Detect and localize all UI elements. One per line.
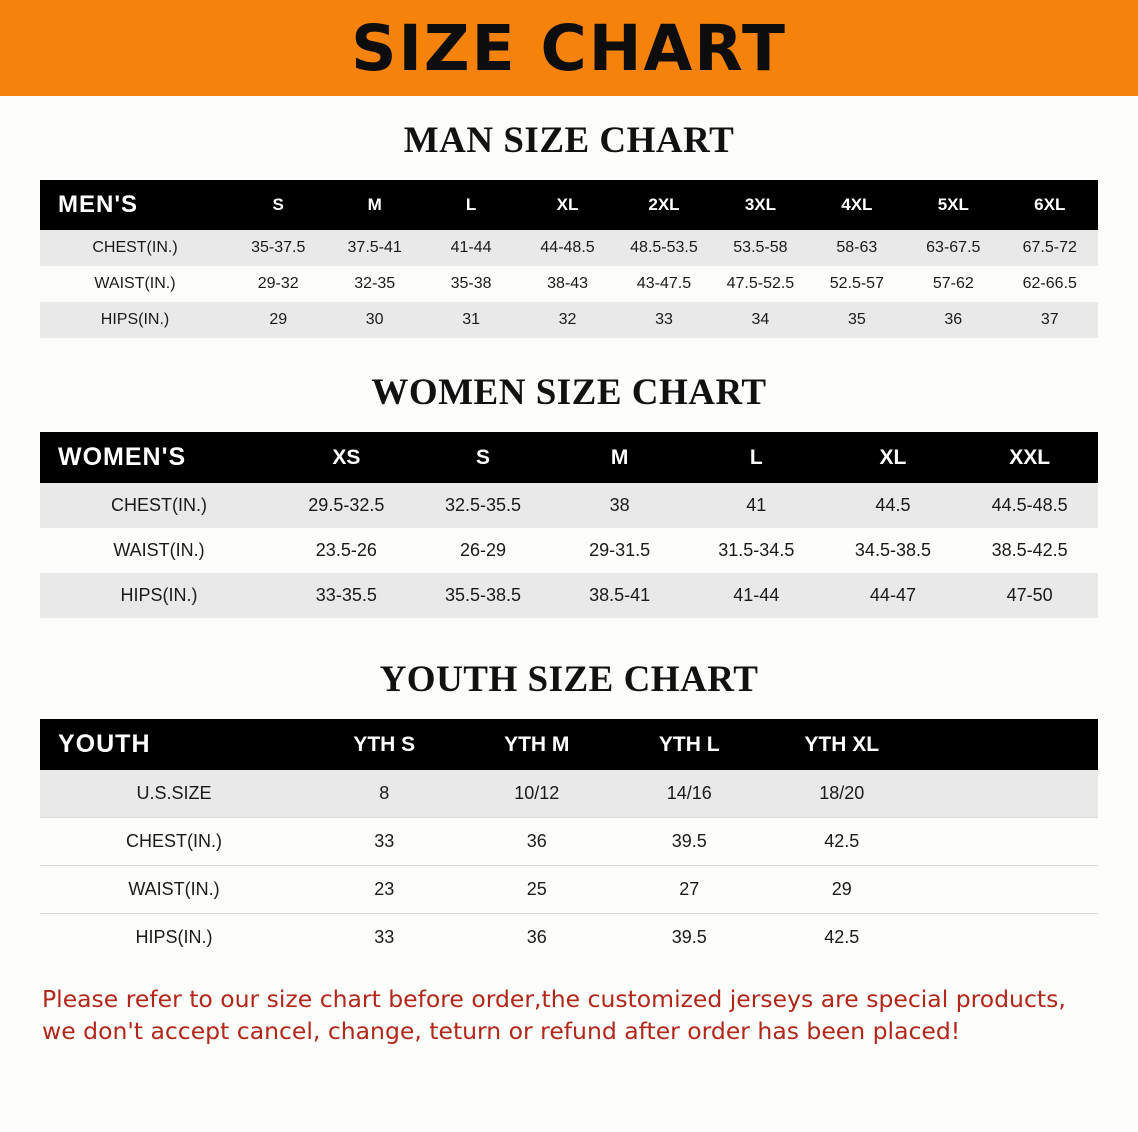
table-row [40, 866, 1098, 914]
table-row [40, 573, 1098, 618]
women-size-table [40, 432, 1098, 618]
youth-header-spacer [918, 719, 1098, 770]
table-cell: 62-66.5 [1002, 266, 1099, 302]
table-cell: 41-44 [688, 573, 825, 618]
table-cell: 41 [688, 483, 825, 528]
table-cell: 44-47 [825, 573, 962, 618]
table-cell: 32 [519, 302, 615, 338]
table-cell: 33 [308, 914, 461, 962]
table-cell: 30 [326, 302, 422, 338]
youth-header-l: YTH L [613, 719, 766, 770]
man-header-3xl: 3XL [712, 180, 808, 230]
table-cell: 34.5-38.5 [825, 528, 962, 573]
table-cell: 10/12 [461, 770, 614, 818]
man-header-5xl: 5XL [905, 180, 1001, 230]
youth-header-m: YTH M [461, 719, 614, 770]
table-cell: 29 [766, 866, 919, 914]
table-cell: 42.5 [766, 914, 919, 962]
table-row [40, 302, 1098, 338]
women-header-xs: XS [278, 432, 415, 483]
man-row-label-hips: HIPS(IN.) [40, 302, 230, 338]
table-cell: 31.5-34.5 [688, 528, 825, 573]
table-cell: 44.5-48.5 [961, 483, 1098, 528]
header-banner [0, 0, 1138, 96]
table-cell: 32.5-35.5 [415, 483, 552, 528]
table-cell: 58-63 [809, 230, 905, 266]
women-table-head [40, 432, 1098, 483]
table-cell: 33-35.5 [278, 573, 415, 618]
table-cell: 37 [1002, 302, 1099, 338]
table-cell: 44.5 [825, 483, 962, 528]
youth-row-label-chest: CHEST(IN.) [40, 818, 308, 866]
table-row [40, 914, 1098, 962]
table-cell: 35-37.5 [230, 230, 326, 266]
table-cell: 26-29 [415, 528, 552, 573]
table-cell: 25 [461, 866, 614, 914]
women-table-wrapper [0, 432, 1138, 618]
man-row-label-chest: CHEST(IN.) [40, 230, 230, 266]
man-header-xl: XL [519, 180, 615, 230]
youth-section-title: YOUTH SIZE CHART [379, 659, 759, 700]
man-header-2xl: 2XL [616, 180, 712, 230]
man-section-title: MAN SIZE CHART [403, 120, 735, 161]
youth-row-label-ussize: U.S.SIZE [40, 770, 308, 818]
table-cell: 48.5-53.5 [616, 230, 712, 266]
table-cell: 36 [905, 302, 1001, 338]
man-header-m: M [326, 180, 422, 230]
table-cell: 43-47.5 [616, 266, 712, 302]
table-cell: 38.5-41 [551, 573, 688, 618]
women-header-xl: XL [825, 432, 962, 483]
table-cell: 35 [809, 302, 905, 338]
table-cell: 52.5-57 [809, 266, 905, 302]
table-cell: 39.5 [613, 818, 766, 866]
table-cell: 35-38 [423, 266, 519, 302]
table-cell: 36 [461, 818, 614, 866]
page-title: SIZE CHART [351, 11, 787, 85]
table-cell: 36 [461, 914, 614, 962]
table-cell: 14/16 [613, 770, 766, 818]
man-header-4xl: 4XL [809, 180, 905, 230]
table-row [40, 230, 1098, 266]
table-cell-empty [918, 818, 1098, 866]
table-cell: 33 [308, 818, 461, 866]
table-cell: 23 [308, 866, 461, 914]
youth-row-label-hips: HIPS(IN.) [40, 914, 308, 962]
table-cell: 63-67.5 [905, 230, 1001, 266]
table-cell: 38 [551, 483, 688, 528]
man-table-head [40, 180, 1098, 230]
youth-table-head [40, 719, 1098, 770]
table-header-row [40, 180, 1098, 230]
table-cell: 67.5-72 [1002, 230, 1099, 266]
women-header-m: M [551, 432, 688, 483]
man-header-l: L [423, 180, 519, 230]
youth-table-body [40, 770, 1098, 961]
table-cell: 47.5-52.5 [712, 266, 808, 302]
table-header-row [40, 719, 1098, 770]
table-row [40, 483, 1098, 528]
man-size-table [40, 180, 1098, 338]
table-cell: 39.5 [613, 914, 766, 962]
table-cell: 35.5-38.5 [415, 573, 552, 618]
man-header-s: S [230, 180, 326, 230]
women-row-label-chest: CHEST(IN.) [40, 483, 278, 528]
youth-header-xl: YTH XL [766, 719, 919, 770]
women-section-title: WOMEN SIZE CHART [371, 372, 767, 413]
table-cell-empty [918, 866, 1098, 914]
table-cell: 38.5-42.5 [961, 528, 1098, 573]
table-cell: 29-32 [230, 266, 326, 302]
women-header-l: L [688, 432, 825, 483]
table-cell: 29-31.5 [551, 528, 688, 573]
women-row-label-hips: HIPS(IN.) [40, 573, 278, 618]
table-cell: 57-62 [905, 266, 1001, 302]
man-header-label: MEN'S [40, 180, 230, 230]
table-cell: 53.5-58 [712, 230, 808, 266]
table-cell: 29 [230, 302, 326, 338]
women-header-label: WOMEN'S [40, 432, 278, 483]
table-cell: 38-43 [519, 266, 615, 302]
table-row [40, 528, 1098, 573]
man-header-6xl: 6XL [1002, 180, 1099, 230]
table-cell: 32-35 [326, 266, 422, 302]
man-row-label-waist: WAIST(IN.) [40, 266, 230, 302]
youth-header-s: YTH S [308, 719, 461, 770]
table-row [40, 770, 1098, 818]
disclaimer-line-2: we don't accept cancel, change, teturn or refund after order has been placed! [42, 1017, 961, 1046]
table-header-row [40, 432, 1098, 483]
table-cell-empty [918, 770, 1098, 818]
youth-row-label-waist: WAIST(IN.) [40, 866, 308, 914]
women-row-label-waist: WAIST(IN.) [40, 528, 278, 573]
table-cell: 37.5-41 [326, 230, 422, 266]
table-cell: 18/20 [766, 770, 919, 818]
table-cell: 42.5 [766, 818, 919, 866]
youth-table-wrapper [0, 719, 1138, 961]
table-cell: 29.5-32.5 [278, 483, 415, 528]
women-header-s: S [415, 432, 552, 483]
table-cell: 44-48.5 [519, 230, 615, 266]
table-row [40, 818, 1098, 866]
table-row [40, 266, 1098, 302]
disclaimer-note [0, 983, 1138, 1048]
youth-size-table [40, 719, 1098, 961]
youth-header-label: YOUTH [40, 719, 308, 770]
table-cell: 33 [616, 302, 712, 338]
man-table-body [40, 230, 1098, 338]
disclaimer-line-1: Please refer to our size chart before order,the customized jerseys are special products, [42, 985, 1066, 1013]
table-cell: 27 [613, 866, 766, 914]
table-cell: 47-50 [961, 573, 1098, 618]
table-cell: 23.5-26 [278, 528, 415, 573]
man-table-wrapper [0, 180, 1138, 338]
table-cell: 41-44 [423, 230, 519, 266]
table-cell: 31 [423, 302, 519, 338]
table-cell: 34 [712, 302, 808, 338]
table-cell: 8 [308, 770, 461, 818]
women-header-xxl: XXL [961, 432, 1098, 483]
table-cell-empty [918, 914, 1098, 962]
women-table-body [40, 483, 1098, 618]
